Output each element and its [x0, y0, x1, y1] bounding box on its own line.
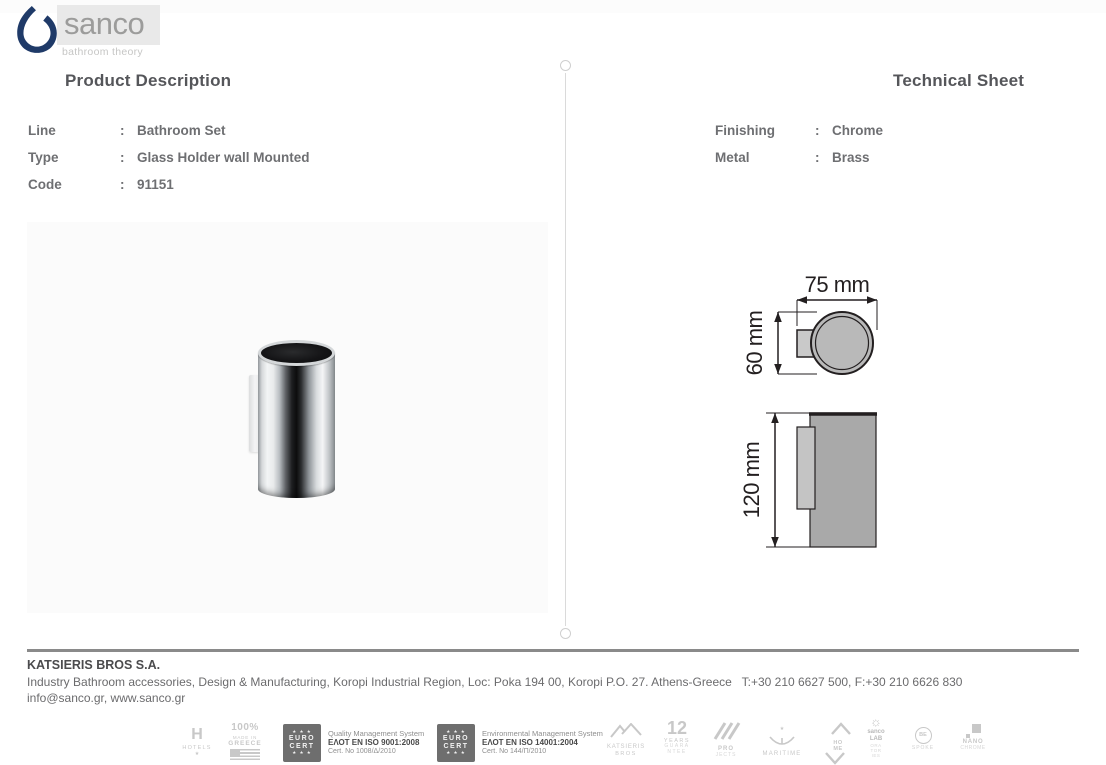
- made-in-greece-badge: [224, 722, 266, 762]
- field-colon: :: [815, 123, 820, 138]
- divider-bottom-circle: [560, 628, 571, 639]
- seagull-icon: [769, 735, 795, 745]
- circular-arrow-icon: [915, 727, 932, 744]
- drawing-side-view: [735, 398, 905, 563]
- twelve-years-guarantee-badge: [658, 719, 696, 756]
- cert-system: Quality Management System: [328, 728, 425, 738]
- product-fields: [28, 123, 310, 204]
- glass-holder-opening: [258, 340, 335, 366]
- katsieris-label: BROS: [615, 751, 637, 758]
- brand-name: sanco: [64, 6, 145, 41]
- years-number: 12: [666, 718, 688, 738]
- bespoke-label: SPOKE: [911, 745, 935, 751]
- seal-stars: ★ ★ ★: [446, 749, 466, 755]
- cert-standard: ΕΛΟΤ EN ISO 14001:2004: [482, 738, 578, 748]
- field-label: Finishing: [715, 123, 775, 138]
- environment-cert-text: [482, 729, 603, 757]
- field-colon: :: [120, 123, 125, 138]
- dimension-height-label: 60 mm: [742, 310, 767, 376]
- dimension-side-height-label: 120 mm: [739, 441, 764, 519]
- seal-stars: ★ ★ ★: [446, 729, 466, 735]
- field-value: 91151: [137, 177, 174, 192]
- katsieris-bros-badge: [599, 723, 653, 758]
- field-colon: :: [815, 150, 820, 165]
- hotels-badge: [178, 727, 216, 758]
- seal-stars: ★ ★ ★: [292, 729, 312, 735]
- field-colon: :: [120, 150, 125, 165]
- lab-label: ORA: [870, 742, 882, 748]
- lab-brand: sanco: [867, 729, 885, 735]
- footer-divider: [27, 649, 1079, 652]
- seal-stars: ★ ★ ★: [292, 749, 312, 755]
- water-drop-icon: [14, 5, 60, 55]
- product-photo: [27, 222, 548, 613]
- maritime-label: MARITIME: [762, 751, 802, 758]
- diagonal-stripes-icon: [711, 722, 741, 740]
- nano-chrome-badge: [950, 724, 996, 752]
- quality-cert-text: [328, 729, 424, 757]
- field-row-metal: [715, 150, 883, 177]
- dimension-width-label: 75 mm: [804, 272, 870, 297]
- bespoke-inner: BE: [919, 732, 927, 739]
- bespoke-badge: [904, 727, 942, 752]
- field-label: Type: [28, 150, 59, 165]
- projects-label: JECTS: [715, 752, 737, 759]
- field-row-code: [28, 177, 310, 204]
- field-row-finishing: [715, 123, 883, 150]
- field-value: Chrome: [832, 123, 884, 138]
- glass-holder-cylinder: [258, 352, 335, 498]
- field-row-line: [28, 123, 310, 150]
- product-description-title: Product Description: [65, 71, 232, 90]
- rooftops-icon: [610, 723, 642, 738]
- field-label: Code: [28, 177, 62, 192]
- greece-percent: 100%: [231, 722, 259, 733]
- divider-top-circle: [560, 60, 571, 71]
- field-row-type: [28, 150, 310, 177]
- nano-label: CHROME: [960, 744, 986, 751]
- sanco-lab-badge: [857, 715, 895, 758]
- field-value: Brass: [832, 150, 870, 165]
- side-view-cylinder: [810, 413, 876, 547]
- field-label: Line: [28, 123, 56, 138]
- projects-label: PRO: [717, 746, 734, 753]
- greece-made-in: MADE IN: [232, 734, 258, 740]
- lightbulb-icon: ☼: [870, 714, 882, 729]
- cert-number: Cert. No 1008/Δ/2010: [328, 748, 396, 756]
- company-contacts: info@sanco.gr, www.sanco.gr: [27, 691, 186, 705]
- nano-particles-icon: [963, 724, 983, 738]
- seal-name: EURO: [288, 735, 316, 743]
- home-label: HO: [833, 740, 843, 747]
- brand-logo: [14, 4, 214, 56]
- star-icon: ★: [194, 751, 200, 758]
- field-label: Metal: [715, 150, 750, 165]
- star-icon: ★: [779, 726, 785, 732]
- years-label: NTEE: [667, 749, 687, 756]
- years-label: GUARA: [664, 743, 690, 750]
- hotels-icon: H: [191, 726, 203, 743]
- projects-badge: [705, 722, 747, 759]
- greece-country: GREECE: [228, 739, 262, 747]
- side-view-wall-plate: [797, 427, 815, 509]
- cert-system: Environmental Management System: [482, 728, 603, 738]
- technical-fields: [715, 123, 883, 177]
- nano-label: NANO: [962, 739, 984, 745]
- field-colon: :: [120, 177, 125, 192]
- company-address: Industry Bathroom accessories, Design & Manufacturing, Koropi Industrial Region, Loc: Poka 194 00, Koropi P.O. 27. Athens-Greece T:+30 210 6627 500, F:+30 210 6626 830: [27, 675, 963, 689]
- eurocert-seal-icon: [437, 724, 475, 762]
- greek-flag-icon: [230, 749, 260, 762]
- cert-standard: ΕΛΟΤ EN ISO 9001:2008: [328, 738, 420, 748]
- home-badge: [820, 722, 856, 765]
- lab-label: IES: [871, 753, 881, 759]
- hotels-label: HOTELS: [182, 745, 212, 751]
- lab-label: LAB: [869, 735, 883, 742]
- chevron-down-icon: [825, 752, 851, 765]
- seal-name: CERT: [289, 743, 315, 750]
- top-view-cylinder-outer: [811, 312, 873, 374]
- environment-cert-badge: [437, 724, 603, 762]
- drawing-top-view: [735, 268, 905, 386]
- maritime-badge: [756, 727, 808, 758]
- years-label: YEARS: [663, 738, 691, 744]
- cert-number: Cert. No 144/Π/2010: [482, 748, 547, 756]
- katsieris-label: KATSIERIS: [606, 744, 646, 751]
- center-divider-line: [565, 73, 566, 626]
- seal-name: CERT: [443, 743, 469, 750]
- chevron-up-icon: [825, 722, 851, 735]
- technical-sheet-title: Technical Sheet: [893, 71, 1025, 90]
- seal-name: EURO: [442, 735, 470, 743]
- eurocert-seal-icon: [283, 724, 321, 762]
- lab-label: TOR: [870, 747, 882, 753]
- field-value: Bathroom Set: [137, 123, 226, 138]
- field-value: Glass Holder wall Mounted: [137, 150, 310, 165]
- brand-tagline: bathroom theory: [62, 46, 143, 58]
- quality-cert-badge: [283, 724, 424, 762]
- home-label: ME: [833, 746, 843, 753]
- company-name: KATSIERIS BROS S.A.: [27, 658, 161, 672]
